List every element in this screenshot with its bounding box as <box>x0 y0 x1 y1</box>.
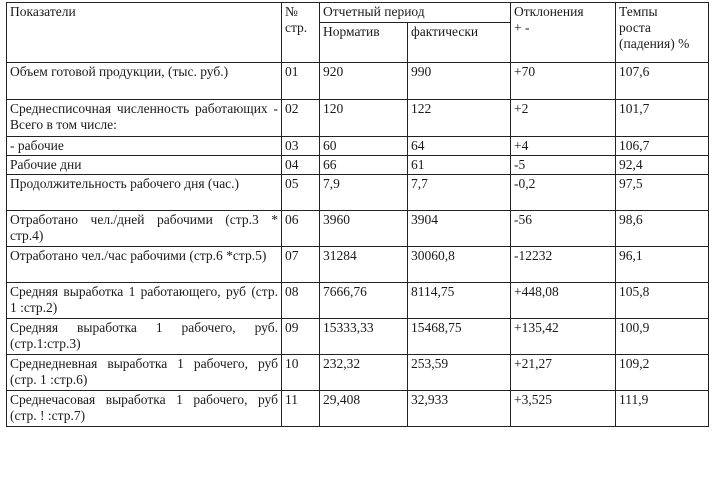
growth-value: 101,7 <box>616 100 709 137</box>
actual-value: 990 <box>408 63 511 100</box>
actual-value: 30060,8 <box>408 247 511 283</box>
indicator-name: Среднесписочная численность работающих - Всего в том числе: <box>7 100 282 137</box>
row-number: 05 <box>282 175 320 211</box>
header-deviations-label: Отклонения <box>514 4 584 19</box>
norm-value: 232,32 <box>320 355 408 391</box>
norm-value: 7,9 <box>320 175 408 211</box>
indicator-name: Среднедневная выработка 1 рабочего, руб (стр. 1 :стр.6) <box>7 355 282 391</box>
indicator-name: - рабочие <box>7 137 282 156</box>
deviation-value: -56 <box>511 211 616 247</box>
actual-value: 15468,75 <box>408 319 511 355</box>
deviation-value: -12232 <box>511 247 616 283</box>
actual-value: 61 <box>408 156 511 175</box>
labor-productivity-table <box>6 2 709 427</box>
growth-value: 96,1 <box>616 247 709 283</box>
header-growth-line-3: (падения) % <box>619 36 690 51</box>
actual-value: 64 <box>408 137 511 156</box>
table-header <box>7 3 709 63</box>
row-number: 02 <box>282 100 320 137</box>
deviation-value: -5 <box>511 156 616 175</box>
norm-value: 920 <box>320 63 408 100</box>
header-indicators: Показатели <box>7 3 282 63</box>
norm-value: 3960 <box>320 211 408 247</box>
row-number: 06 <box>282 211 320 247</box>
actual-value: 122 <box>408 100 511 137</box>
growth-value: 105,8 <box>616 283 709 319</box>
deviation-value: +448,08 <box>511 283 616 319</box>
table-row <box>7 283 709 319</box>
table-row <box>7 319 709 355</box>
deviation-value: +4 <box>511 137 616 156</box>
header-growth-line-2: роста <box>619 20 651 35</box>
growth-value: 106,7 <box>616 137 709 156</box>
indicator-name: Продолжительность рабочего дня (час.) <box>7 175 282 211</box>
header-actual: фактически <box>408 23 511 63</box>
table-row <box>7 391 709 427</box>
growth-value: 111,9 <box>616 391 709 427</box>
row-number: 09 <box>282 319 320 355</box>
deviation-value: +21,27 <box>511 355 616 391</box>
table-row <box>7 211 709 247</box>
indicator-name: Среднечасовая выработка 1 рабочего, руб (стр. ! :стр.7) <box>7 391 282 427</box>
growth-value: 109,2 <box>616 355 709 391</box>
actual-value: 8114,75 <box>408 283 511 319</box>
table-row <box>7 247 709 283</box>
growth-value: 97,5 <box>616 175 709 211</box>
row-number: 11 <box>282 391 320 427</box>
indicator-name: Средняя выработка 1 рабочего, руб. (стр.1:стр.3) <box>7 319 282 355</box>
row-number: 10 <box>282 355 320 391</box>
table-body <box>7 63 709 427</box>
growth-value: 92,4 <box>616 156 709 175</box>
norm-value: 7666,76 <box>320 283 408 319</box>
norm-value: 120 <box>320 100 408 137</box>
indicator-name: Средняя выработка 1 работающего, руб (стр. 1 :стр.2) <box>7 283 282 319</box>
row-number: 08 <box>282 283 320 319</box>
header-row-number <box>282 3 320 63</box>
header-number-abbr: стр. <box>285 20 308 35</box>
actual-value: 32,933 <box>408 391 511 427</box>
norm-value: 29,408 <box>320 391 408 427</box>
norm-value: 31284 <box>320 247 408 283</box>
header-growth-line-1: Темпы <box>619 4 658 19</box>
norm-value: 66 <box>320 156 408 175</box>
growth-value: 100,9 <box>616 319 709 355</box>
table-row <box>7 175 709 211</box>
deviation-value: +3,525 <box>511 391 616 427</box>
row-number: 01 <box>282 63 320 100</box>
indicator-name: Рабочие дни <box>7 156 282 175</box>
deviation-value: +2 <box>511 100 616 137</box>
growth-value: 107,6 <box>616 63 709 100</box>
norm-value: 15333,33 <box>320 319 408 355</box>
table-row <box>7 355 709 391</box>
header-number-symbol: № <box>285 4 298 19</box>
indicator-name: Отработано чел./час рабочими (стр.6 *стр.5) <box>7 247 282 283</box>
growth-value: 98,6 <box>616 211 709 247</box>
table-row <box>7 156 709 175</box>
deviation-value: -0,2 <box>511 175 616 211</box>
table-row <box>7 63 709 100</box>
header-deviations-sign: + - <box>514 20 530 35</box>
norm-value: 60 <box>320 137 408 156</box>
deviation-value: +135,42 <box>511 319 616 355</box>
labor-productivity-table-page <box>6 2 708 472</box>
header-reporting-period: Отчетный период <box>320 3 511 23</box>
indicator-name: Объем готовой продукции, (тыс. руб.) <box>7 63 282 100</box>
indicator-name: Отработано чел./дней рабочими (стр.3 * стр.4) <box>7 211 282 247</box>
deviation-value: +70 <box>511 63 616 100</box>
table-row <box>7 100 709 137</box>
row-number: 03 <box>282 137 320 156</box>
header-norm: Норматив <box>320 23 408 63</box>
row-number: 07 <box>282 247 320 283</box>
header-deviations <box>511 3 616 63</box>
actual-value: 7,7 <box>408 175 511 211</box>
actual-value: 253,59 <box>408 355 511 391</box>
header-growth-rate <box>616 3 709 63</box>
actual-value: 3904 <box>408 211 511 247</box>
row-number: 04 <box>282 156 320 175</box>
table-row <box>7 137 709 156</box>
